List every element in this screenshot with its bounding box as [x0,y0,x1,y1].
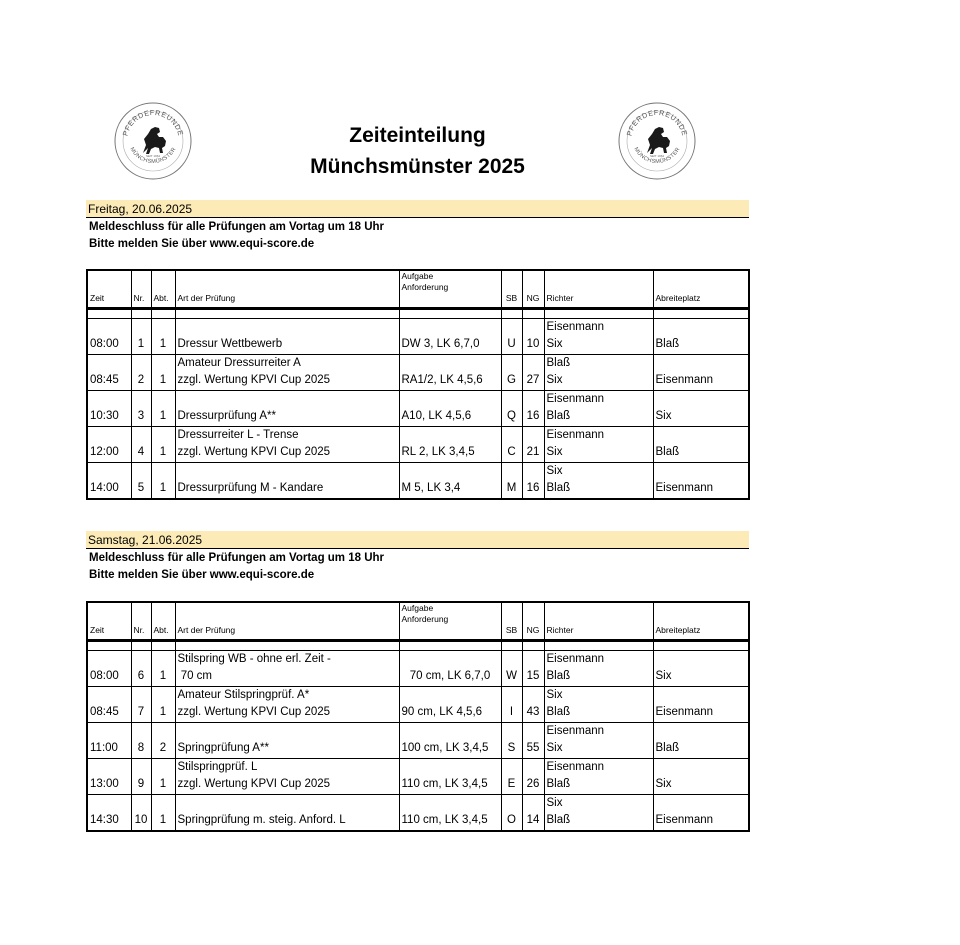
col-header-art: Art der Prüfung [175,602,399,641]
svg-text:MÜNCHSMÜNSTER: MÜNCHSMÜNSTER [128,146,178,166]
registration-site-note: Bitte melden Sie über www.equi-score.de [89,238,315,250]
col-header-nr: Nr. [131,602,151,641]
table-row: 08:00 6 1 Stilspring WB - ohne erl. Zeit - 70 cm 70 cm, LK 6,7,0 W 15 Eisenmann Blaß Six [87,651,749,687]
svg-text:PFERDEFREUNDE: PFERDEFREUNDE [120,107,186,137]
col-header-sb: SB [501,602,522,641]
table-header-row [87,602,749,641]
page-title: Zeiteinteilung [349,124,486,147]
col-header-zeit: Zeit [87,270,131,309]
horse-emblem-icon [617,101,697,181]
table-row: 11:00 8 2 Springprüfung A** 100 cm, LK 3,4,5 S 55 Eisenmann Six Blaß [87,723,749,759]
svg-text:SEIT 1964: SEIT 1964 [649,154,665,158]
table-row: 14:00 5 1 Dressurprüfung M - Kandare M 5, LK 3,4 M 16 Six Blaß Eisenmann [87,463,749,500]
col-header-nr: Nr. [131,270,151,309]
table-row: 08:45 2 1 Amateur Dressurreiter A zzgl. Wertung KPVI Cup 2025 RA1/2, LK 4,5,6 G 27 Blaß Six Eisenmann [87,355,749,391]
col-header-abt: Abt. [151,602,175,641]
col-header-zeit: Zeit [87,602,131,641]
page-subtitle: Münchsmünster 2025 [310,155,525,178]
col-header-abreite: Abreiteplatz [653,270,749,309]
table-row: 08:45 7 1 Amateur Stilspringprüf. A* zzgl. Wertung KPVI Cup 2025 90 cm, LK 4,5,6 I 43 Six Blaß Eisenmann [87,687,749,723]
svg-text:MÜNCHSMÜNSTER: MÜNCHSMÜNSTER [632,146,682,166]
col-header-aufgabe: Aufgabe Anforderung [399,270,501,309]
table-row: 10:30 3 1 Dressurprüfung A** A10, LK 4,5,6 Q 16 Eisenmann Blaß Six [87,391,749,427]
svg-text:SEIT 1964: SEIT 1964 [145,154,161,158]
col-header-richter: Richter [544,270,653,309]
col-header-aufgabe: Aufgabe Anforderung [399,602,501,641]
registration-site-note: Bitte melden Sie über www.equi-score.de [89,569,315,581]
club-logo-right [617,101,697,181]
registration-deadline-note: Meldeschluss für alle Prüfungen am Vortag um 18 Uhr [89,221,385,233]
table-row: 08:00 1 1 Dressur Wettbewerb DW 3, LK 6,7,0 U 10 Eisenmann Six Blaß [87,319,749,355]
club-logo-left [113,101,193,181]
day-header-friday: Freitag, 20.06.2025 [86,200,749,218]
col-header-abreite: Abreiteplatz [653,602,749,641]
day-header-saturday: Samstag, 21.06.2025 [86,531,749,549]
schedule-table-friday [86,269,750,500]
svg-text:PFERDEFREUNDE: PFERDEFREUNDE [624,107,690,137]
col-header-richter: Richter [544,602,653,641]
registration-deadline-note: Meldeschluss für alle Prüfungen am Vortag um 18 Uhr [89,552,385,564]
col-header-ng: NG [522,270,544,309]
table-row: 12:00 4 1 Dressurreiter L - Trense zzgl. Wertung KPVI Cup 2025 RL 2, LK 3,4,5 C 21 Eisenmann Six Blaß [87,427,749,463]
schedule-table-saturday [86,601,750,832]
header-spacer-row [87,309,749,319]
col-header-art: Art der Prüfung [175,270,399,309]
col-header-sb: SB [501,270,522,309]
header-spacer-row [87,641,749,651]
col-header-abt: Abt. [151,270,175,309]
col-header-ng: NG [522,602,544,641]
table-row: 14:30 10 1 Springprüfung m. steig. Anford. L 110 cm, LK 3,4,5 O 14 Six Blaß Eisenmann [87,795,749,832]
horse-emblem-icon [113,101,193,181]
table-header-row [87,270,749,309]
table-row: 13:00 9 1 Stilspringprüf. L zzgl. Wertung KPVI Cup 2025 110 cm, LK 3,4,5 E 26 Eisenmann Blaß Six [87,759,749,795]
